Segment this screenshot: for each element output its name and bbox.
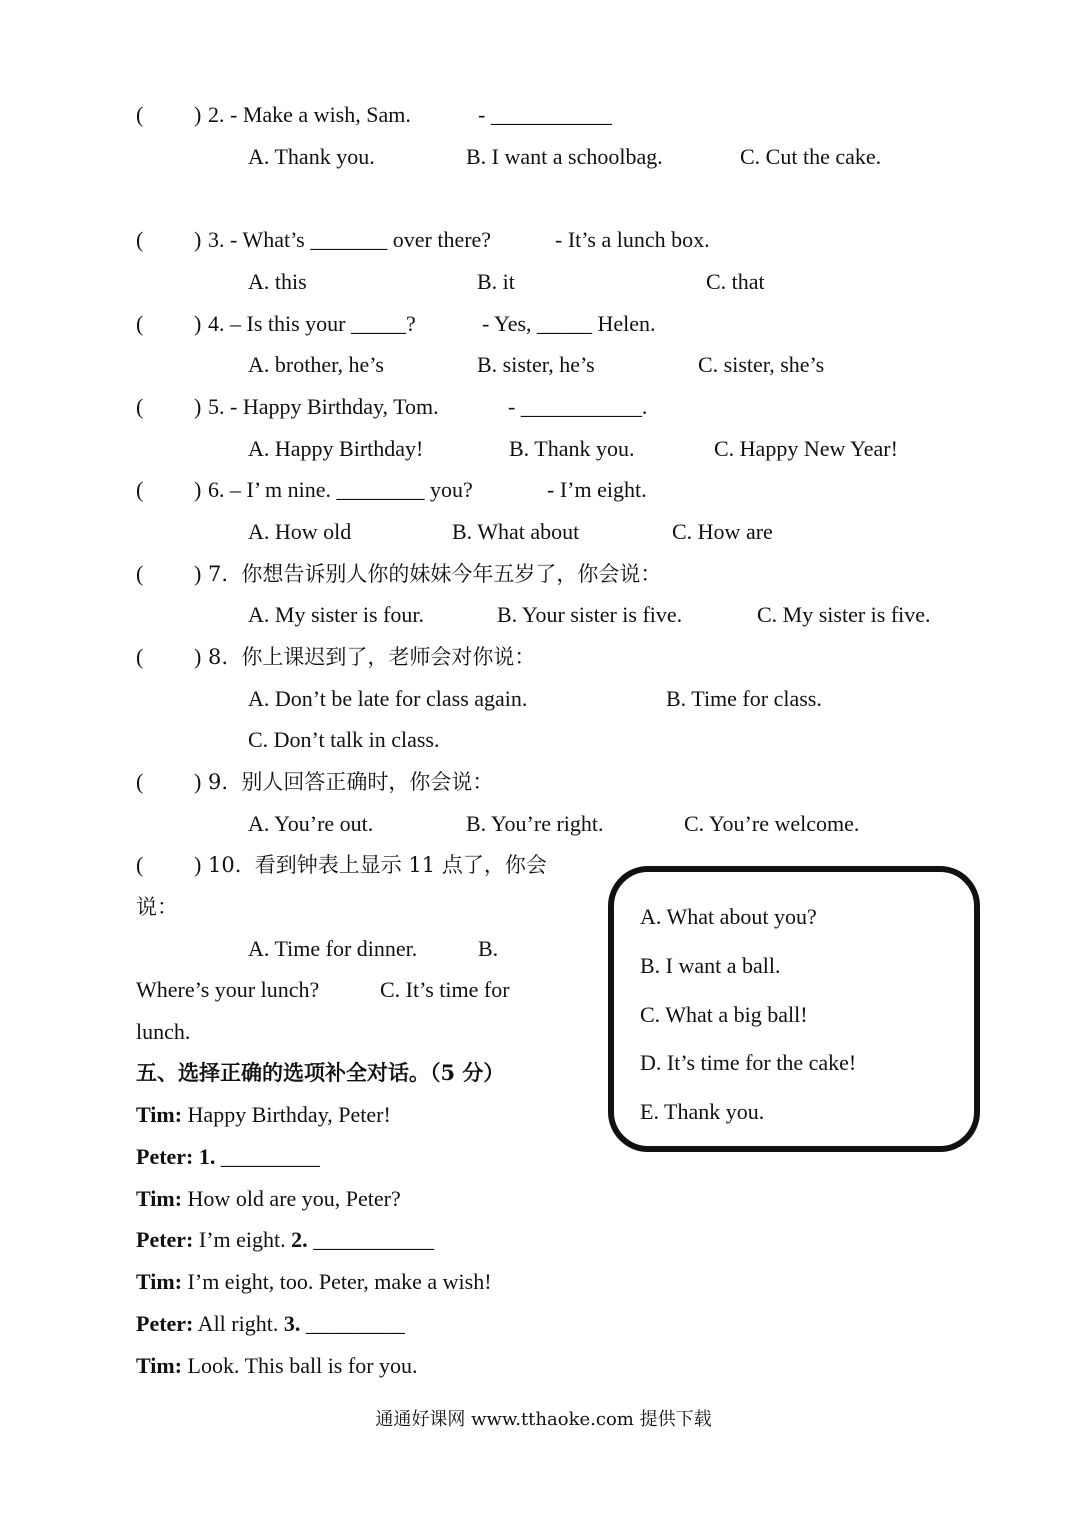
option-b: B. Thank you.	[509, 436, 635, 461]
box-option-e: E. Thank you.	[640, 1099, 765, 1124]
option-b: B. it	[477, 269, 515, 294]
answer-paren-close: )	[194, 644, 202, 669]
option-a: A. You’re out.	[248, 811, 374, 836]
answer-blank: ___________	[307, 1227, 435, 1252]
answer-paren-open: (	[136, 561, 144, 586]
section-title: 五、选择正确的选项补全对话。（5 分）	[136, 1060, 505, 1085]
answer-paren-close: )	[194, 477, 202, 502]
answer-paren-open: (	[136, 769, 144, 794]
dialogue-line	[136, 1269, 492, 1295]
speaker: Peter:	[136, 1311, 194, 1336]
question-stem: 6. – I’ m nine. ________ you?	[208, 477, 473, 502]
option-a: A. brother, he’s	[248, 352, 384, 377]
blank-number: 3.	[278, 1311, 301, 1336]
box-option-a: A. What about you?	[640, 904, 817, 929]
blank-number: 2.	[285, 1227, 308, 1252]
dialogue-text: I’m eight, too. Peter, make a wish!	[182, 1269, 492, 1294]
page-footer: 通通好课网 www.tthaoke.com 提供下载	[375, 1409, 712, 1430]
answer-paren-open: (	[136, 394, 144, 419]
option-a: A. My sister is four.	[248, 602, 424, 627]
question-stem: 2. - Make a wish, Sam.	[208, 102, 411, 127]
answer-line: - It’s a lunch box.	[555, 227, 710, 252]
question-stem: 5. - Happy Birthday, Tom.	[208, 394, 439, 419]
option-c: C. sister, she’s	[698, 352, 825, 377]
option-c: C. You’re welcome.	[684, 811, 860, 836]
answer-paren-close: )	[194, 852, 202, 877]
answer-paren-open: (	[136, 311, 144, 336]
option-c: C. How are	[672, 519, 773, 544]
option-c-continued: lunch.	[136, 1019, 191, 1044]
option-b-marker: B.	[478, 936, 499, 961]
dialogue-text: Happy Birthday, Peter!	[182, 1102, 391, 1127]
answer-paren-open: (	[136, 477, 144, 502]
answer-paren-open: (	[136, 102, 144, 127]
box-option-b: B. I want a ball.	[640, 953, 781, 978]
answer-paren-close: )	[194, 561, 202, 586]
option-b: B. You’re right.	[466, 811, 604, 836]
dialogue-line	[136, 1102, 391, 1128]
option-a: A. Don’t be late for class again.	[248, 686, 528, 711]
speaker: Tim:	[136, 1102, 183, 1127]
box-option-c: C. What a big ball!	[640, 1002, 808, 1027]
dialogue-line	[136, 1227, 434, 1253]
option-b-text: Where’s your lunch?	[136, 977, 320, 1002]
speaker: Tim:	[136, 1269, 183, 1294]
answer-line: - Yes, _____ Helen.	[482, 311, 656, 336]
option-c: C. Cut the cake.	[740, 144, 882, 169]
dialogue-line	[136, 1186, 401, 1212]
speaker: Tim:	[136, 1186, 183, 1211]
option-a: A. this	[248, 269, 307, 294]
option-b: B. sister, he’s	[477, 352, 595, 377]
question-stem: 10. 看到钟表上显示 11 点了，你会	[208, 853, 547, 877]
option-c: C. It’s time for	[380, 977, 510, 1002]
option-b: B. I want a schoolbag.	[466, 144, 663, 169]
option-c: C. Don’t talk in class.	[248, 727, 440, 752]
speaker: Peter:	[136, 1227, 194, 1252]
answer-line: - ___________	[478, 102, 612, 127]
answer-paren-close: )	[194, 769, 202, 794]
dialogue-text: Look. This ball is for you.	[182, 1353, 418, 1378]
option-b: B. Your sister is five.	[497, 602, 683, 627]
option-c: C. that	[706, 269, 765, 294]
option-b: B. Time for class.	[666, 686, 822, 711]
question-stem-continued: 说：	[136, 895, 178, 919]
dialogue-line	[136, 1311, 405, 1337]
dialogue-text: I’m eight.	[193, 1227, 286, 1252]
answer-paren-close: )	[194, 227, 202, 252]
box-option-d: D. It’s time for the cake!	[640, 1050, 857, 1075]
speaker: Tim:	[136, 1353, 183, 1378]
dialogue-line	[136, 1144, 320, 1170]
dialogue-line	[136, 1353, 418, 1379]
dialogue-text: How old are you, Peter?	[182, 1186, 401, 1211]
question-stem: 7. 你想告诉别人你的妹妹今年五岁了，你会说：	[208, 562, 662, 586]
dialogue-text: All right.	[193, 1311, 279, 1336]
question-stem: 8. 你上课迟到了，老师会对你说：	[208, 645, 536, 669]
blank-number: 1.	[193, 1144, 216, 1169]
answer-paren-close: )	[194, 311, 202, 336]
option-a: A. How old	[248, 519, 352, 544]
answer-line: - I’m eight.	[547, 477, 647, 502]
option-a: A. Thank you.	[248, 144, 375, 169]
option-a: A. Time for dinner.	[248, 936, 418, 961]
answer-paren-close: )	[194, 394, 202, 419]
answer-paren-close: )	[194, 102, 202, 127]
answer-line: - ___________.	[508, 394, 648, 419]
answer-blank: _________	[300, 1311, 405, 1336]
question-stem: 4. – Is this your _____?	[208, 311, 416, 336]
speaker: Peter:	[136, 1144, 194, 1169]
question-stem: 9. 别人回答正确时，你会说：	[208, 770, 494, 794]
question-stem: 3. - What’s _______ over there?	[208, 227, 492, 252]
answer-paren-open: (	[136, 852, 144, 877]
answer-paren-open: (	[136, 227, 144, 252]
answer-blank: _________	[215, 1144, 320, 1169]
option-c: C. My sister is five.	[757, 602, 931, 627]
option-c: C. Happy New Year!	[714, 436, 898, 461]
option-b: B. What about	[452, 519, 580, 544]
answer-paren-open: (	[136, 644, 144, 669]
option-a: A. Happy Birthday!	[248, 436, 424, 461]
